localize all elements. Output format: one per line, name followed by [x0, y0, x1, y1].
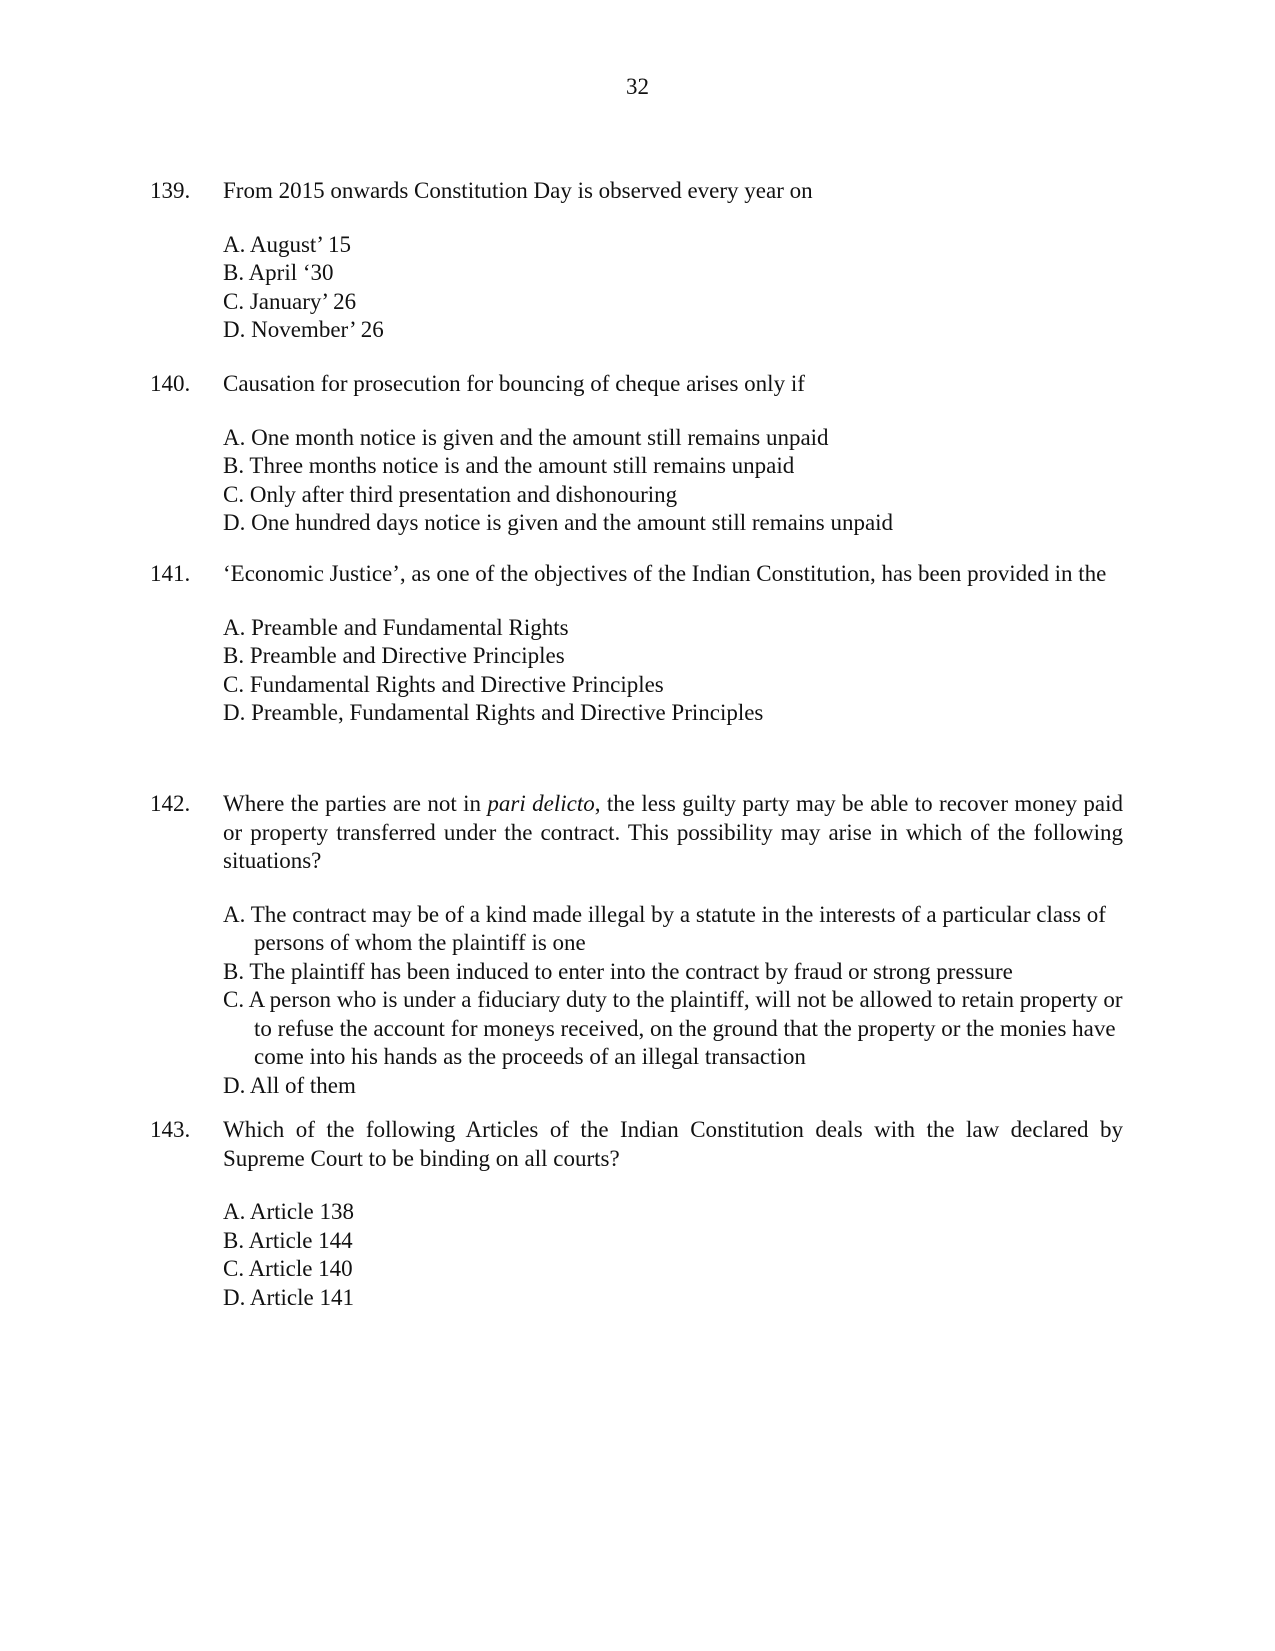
question-text: ‘Economic Justice’, as one of the objectives of the Indian Constitution, has been provided in the: [223, 561, 1107, 586]
question-number: 139.: [150, 178, 191, 203]
option-c: C. Only after third presentation and dishonouring: [223, 481, 678, 507]
option-a: A. Article 138: [223, 1199, 354, 1224]
question-143: [150, 1116, 1130, 1312]
question-142: [150, 790, 1130, 1100]
options-list: [223, 614, 1123, 728]
option-b: B. The plaintiff has been induced to enter into the contract by fraud or strong pressure: [223, 958, 1013, 984]
question-text-start: Where the parties are not in: [223, 791, 488, 816]
option-b: B. Preamble and Directive Principles: [223, 643, 565, 668]
option-c: C. Article 140: [223, 1256, 353, 1281]
option-b: B. Article 144: [223, 1227, 353, 1253]
options-list: [223, 901, 1123, 1101]
question-number: 142.: [150, 791, 191, 816]
option-a: A. The contract may be of a kind made illegal by a statute in the interests of a particular class of persons of whom the plaintiff is one: [223, 901, 1106, 955]
options-list: [223, 231, 1123, 345]
options-list: [223, 424, 1123, 538]
option-b: B. Three months notice is and the amount still remains unpaid: [223, 453, 795, 478]
question-number: 141.: [150, 561, 191, 586]
option-a: A. One month notice is given and the amount still remains unpaid: [223, 424, 829, 450]
option-c: C. Fundamental Rights and Directive Principles: [223, 671, 664, 697]
option-d: D. Preamble, Fundamental Rights and Directive Principles: [223, 700, 764, 725]
option-c: C. January’ 26: [223, 288, 357, 314]
question-number: 140.: [150, 371, 191, 396]
question-140: [150, 370, 1130, 538]
question-139: [150, 177, 1130, 345]
question-text-end: , the less guilty party may be able to recover money paid or property transferred under the contract. This possibility may arise in which of the following situations?: [223, 791, 1123, 873]
option-c: C. A person who is under a fiduciary duty to the plaintiff, will not be allowed to retain property or to refuse the account for moneys received, on the ground that the property or the monies have come into his hands as the proceeds of an illegal transaction: [223, 987, 1123, 1069]
question-text: Which of the following Articles of the Indian Constitution deals with the law declared by Supreme Court to be binding on all courts?: [223, 1117, 1123, 1171]
option-d: D. November’ 26: [223, 317, 384, 342]
option-a: A. Preamble and Fundamental Rights: [223, 614, 569, 640]
option-d: D. One hundred days notice is given and the amount still remains unpaid: [223, 510, 894, 535]
page-number: 32: [626, 74, 649, 99]
option-b: B. April ‘30: [223, 260, 334, 285]
option-d: D. Article 141: [223, 1284, 354, 1310]
question-text: Causation for prosecution for bouncing of cheque arises only if: [223, 371, 805, 396]
question-number: 143.: [150, 1117, 191, 1142]
question-text: [223, 790, 1123, 876]
option-a: A. August’ 15: [223, 231, 351, 257]
question-141: [150, 560, 1130, 728]
options-list: [223, 1198, 1123, 1312]
question-text: From 2015 onwards Constitution Day is observed every year on: [223, 178, 813, 203]
question-text-italic: pari delicto: [487, 791, 595, 816]
option-d: D. All of them: [223, 1072, 356, 1098]
